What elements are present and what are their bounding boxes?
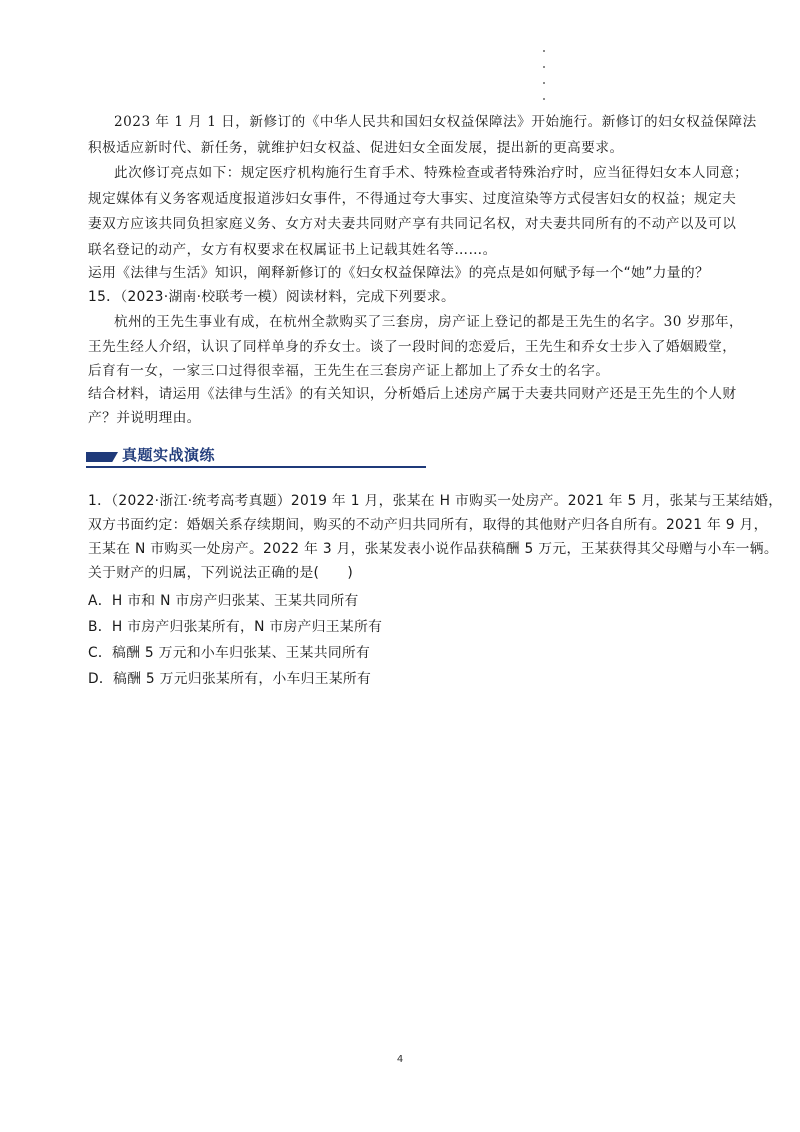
material-14-line-5: 妻双方应该共同负担家庭义务、女方对夫妻共同财产享有共同记名权，对夫妻共同所有的不动产以及可以 xyxy=(88,216,737,232)
material-14-line-4: 规定媒体有义务客观适度报道涉妇女事件，不得通过夸大事实、过度渲染等方式侵害妇女的权益；规定夫 xyxy=(88,191,737,207)
question-1-option-b[interactable]: B．H 市房产归张某所有，N 市房产归王某所有 xyxy=(88,619,383,635)
section-header xyxy=(86,444,426,468)
page-number: 4 xyxy=(396,1054,404,1065)
question-1-stem-line-1: 1．（2022·浙江·统考高考真题）2019 年 1 月，张某在 H 市购买一处房产。2021 年 5 月，张某与王某结婚， xyxy=(88,493,783,509)
question-1-stem-line-3: 王某在 N 市购买一处房产。2022 年 3 月，张某发表小说作品获稿酬 5 万元，王某获得其父母赠与小车一辆。 xyxy=(88,541,778,557)
section-underline xyxy=(86,466,426,468)
question-1-option-a[interactable]: A．H 市和 N 市房产归张某、王某共同所有 xyxy=(88,593,359,609)
question-14-text: 运用《法律与生活》知识，阐释新修订的《妇女权益保障法》的亮点是如何赋予每一个“她”力量的？ xyxy=(88,265,710,281)
material-15-line-3: 后育有一女，一家三口过得很幸福，王先生在三套房产证上都加上了乔女士的名字。 xyxy=(88,363,610,379)
question-15-header: 15．（2023·湖南·校联考一模）阅读材料，完成下列要求。 xyxy=(88,289,456,305)
question-15-line-1: 结合材料，请运用《法律与生活》的有关知识，分析婚后上述房产属于夫妻共同财产还是王先生的个人财 xyxy=(88,386,737,402)
material-14-line-1: 2023 年 1 月 1 日，新修订的《中华人民共和国妇女权益保障法》开始施行。新修订的妇女权益保障法 xyxy=(114,114,757,130)
material-15-line-1: 杭州的王先生事业有成，在杭州全款购买了三套房，房产证上登记的都是王先生的名字。30 岁那年， xyxy=(114,314,744,330)
question-1-stem-line-2: 双方书面约定：婚姻关系存续期间，购买的不动产归共同所有，取得的其他财产归各自所有。2021 年 9 月， xyxy=(88,517,768,533)
section-title: 真题实战演练 xyxy=(122,446,216,464)
section-bar-icon xyxy=(86,452,118,462)
question-1-option-c[interactable]: C．稿酬 5 万元和小车归张某、王某共同所有 xyxy=(88,645,371,661)
material-15-line-2: 王先生经人介绍，认识了同样单身的乔女士。谈了一段时间的恋爱后，王先生和乔女士步入了婚姻殿堂， xyxy=(88,339,737,355)
question-1-stem-line-4: 关于财产的归属，下列说法正确的是( ) xyxy=(88,565,354,581)
margin-dots xyxy=(541,50,547,114)
question-15-line-2: 产？并说明理由。 xyxy=(88,410,201,426)
question-1-option-d[interactable]: D．稿酬 5 万元归张某所有，小车归王某所有 xyxy=(88,671,372,687)
material-14-line-6: 联名登记的动产，女方有权要求在权属证书上记载其姓名等……。 xyxy=(88,242,497,258)
material-14-line-3: 此次修订亮点如下：规定医疗机构施行生育手术、特殊检查或者特殊治疗时，应当征得妇女本人同意； xyxy=(114,165,749,181)
material-14-line-2: 积极适应新时代、新任务，就维护妇女权益、促进妇女全面发展，提出新的更高要求。 xyxy=(88,140,624,156)
